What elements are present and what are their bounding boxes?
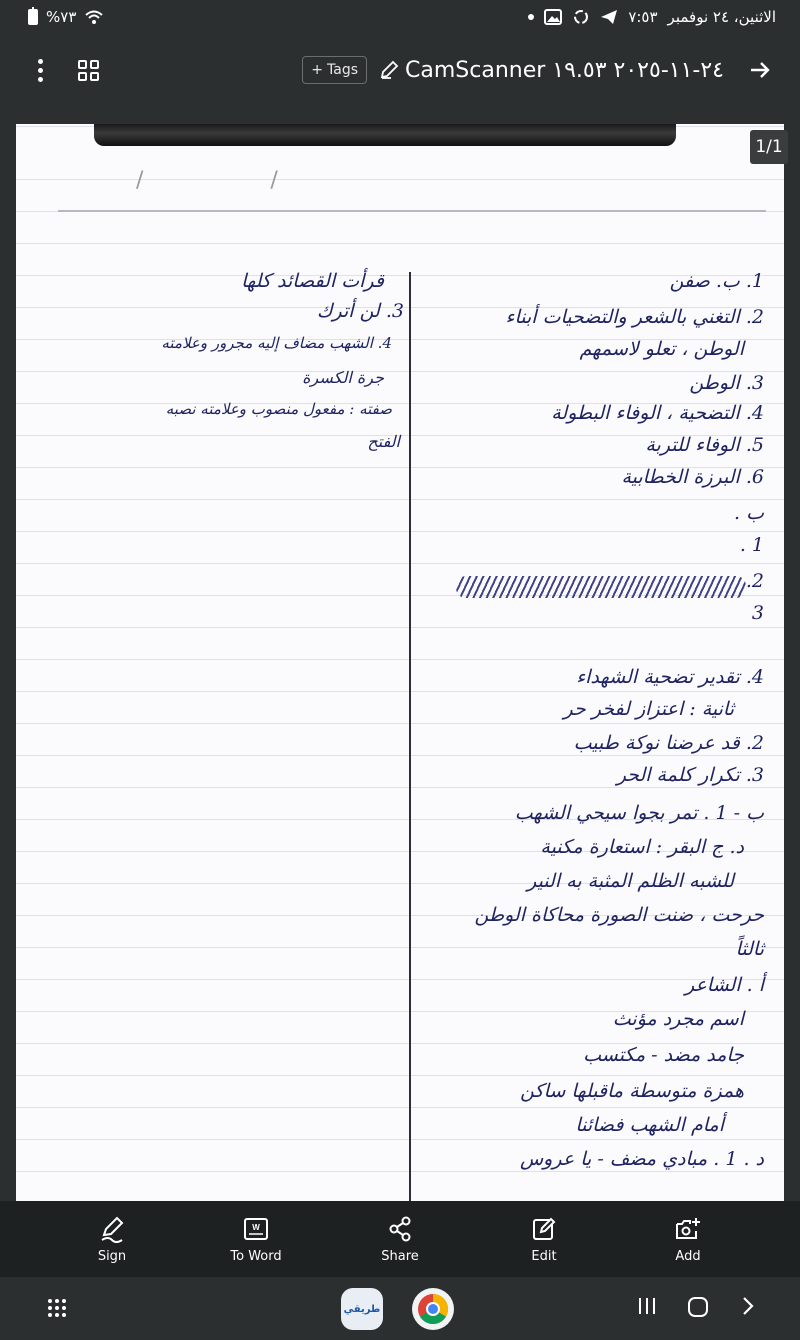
edit-button[interactable] — [499, 1215, 589, 1264]
hw-right-4: 3. الوطن — [689, 372, 764, 394]
hw-right-17: د. ج البقر : استعارة مكنية — [540, 836, 744, 858]
hw-right-26: د . 1 . مبادي مضف - يا عروس — [519, 1148, 764, 1170]
date-slashes: / / — [136, 168, 338, 193]
center-divider — [409, 272, 411, 1201]
status-date: الاثنين، ٢٤ نوفمبر — [667, 8, 776, 26]
status-bar — [0, 0, 800, 34]
top-rule — [58, 210, 766, 212]
tariqi-app-icon[interactable] — [341, 1288, 383, 1330]
app-header — [0, 34, 800, 106]
notification-dot-icon — [528, 14, 534, 20]
plus-icon: + — [311, 62, 323, 78]
home-icon[interactable] — [686, 1295, 710, 1325]
grid-view-icon — [78, 60, 99, 81]
doc-title[interactable] — [379, 58, 724, 83]
telegram-icon — [600, 9, 618, 25]
add-photo-icon — [674, 1215, 702, 1243]
tariqi-app-label: طريقي — [343, 1303, 381, 1315]
sync-icon — [572, 8, 590, 26]
share-label: Share — [381, 1248, 419, 1264]
system-nav-bar — [0, 1277, 800, 1340]
hw-right-6: 5. الوفاء للتربة — [645, 434, 764, 456]
doc-title-text: CamScanner ٢٤-١١-٢٠٢٥ ١٩.٥٣ — [405, 57, 724, 83]
hw-right-19: حرحت ، ضنت الصورة محاكاة الوطن — [474, 904, 764, 926]
hw-right-24: همزة متوسطة ماقبلها ساكن — [520, 1080, 744, 1102]
hw-left-4: جرة الكسرة — [302, 368, 384, 387]
hw-right-21: أ . الشاعر — [684, 974, 764, 996]
hw-right-16: ب - 1 . تمر بجوا سيحي الشهب — [514, 802, 764, 824]
battery-level: %٧٣ — [46, 8, 77, 26]
edit-icon — [530, 1215, 558, 1243]
add-button[interactable] — [643, 1215, 733, 1264]
to-word-icon — [242, 1215, 270, 1243]
hw-left-6: الفتح — [367, 432, 400, 451]
status-left — [28, 8, 104, 26]
hw-right-3: الوطن ، تعلو لاسمهم — [579, 338, 744, 360]
sign-button[interactable] — [67, 1215, 157, 1264]
hw-right-18: للشبه الظلم المثبة به النير — [527, 870, 734, 892]
bottom-toolbar — [0, 1201, 800, 1277]
tags-label: Tags — [327, 62, 358, 78]
hw-right-8: ب . — [734, 502, 764, 524]
hw-left-3: 4. الشهب مضاف إليه مجرور وعلامته — [161, 334, 392, 352]
document-view[interactable] — [0, 106, 800, 1201]
to-word-label: To Word — [230, 1248, 282, 1264]
hw-right-20: ثالثاً — [735, 938, 764, 960]
to-word-button[interactable] — [211, 1215, 301, 1264]
gallery-icon — [544, 9, 562, 25]
hw-right-12: 4. تقدير تضحية الشهداء — [576, 666, 764, 688]
arrow-right-icon[interactable] — [744, 54, 776, 86]
page-counter: 1/1 — [750, 130, 788, 164]
status-time: ٧:٥٣ — [628, 8, 658, 26]
share-icon — [386, 1215, 414, 1243]
hw-right-25: أمام الشهب فضائنا — [575, 1114, 724, 1136]
hw-right-15: 3. تكرار كلمة الحر — [616, 764, 764, 786]
scanned-page — [16, 124, 784, 1201]
status-right — [528, 8, 776, 26]
crossed-out-scribble — [456, 576, 746, 598]
svg-text:W: W — [252, 1222, 260, 1232]
app-drawer-icon[interactable] — [48, 1299, 66, 1317]
recent-apps-icon[interactable] — [636, 1295, 658, 1323]
tags-button[interactable] — [302, 56, 367, 84]
hw-right-1: 1. ب. صفن — [669, 270, 764, 292]
chrome-app-icon[interactable] — [412, 1288, 454, 1330]
grid-view-button[interactable] — [72, 54, 104, 86]
hw-left-5: صفته : مفعول منصوب وعلامته نصبه — [165, 400, 392, 418]
sign-label: Sign — [97, 1248, 127, 1264]
sign-icon — [98, 1215, 126, 1243]
hw-right-22: اسم مجرد مؤنث — [612, 1008, 744, 1030]
hw-right-11: 3 — [751, 602, 764, 624]
edit-label: Edit — [531, 1248, 557, 1264]
edit-pencil-icon — [379, 60, 399, 80]
hw-right-7: 6. البرزة الخطابية — [621, 466, 764, 488]
hw-right-5: 4. التضحية ، الوفاء البطولة — [551, 402, 764, 424]
hw-right-14: 2. قد عرضنا نوكة طبيب — [573, 732, 764, 754]
back-icon[interactable] — [738, 1295, 758, 1323]
hw-left-2: 3. لن أترك — [316, 300, 404, 322]
hw-right-23: جامد مضد - مكتسب — [583, 1044, 744, 1066]
wifi-icon — [84, 9, 104, 25]
hw-right-10: 2. — [745, 570, 764, 592]
pen-shadow — [94, 124, 676, 146]
share-button[interactable] — [355, 1215, 445, 1264]
hw-left-1: قرأت القصائد كلها — [241, 270, 384, 292]
hw-right-9: 1 . — [739, 534, 764, 556]
add-label: Add — [675, 1248, 701, 1264]
hw-right-13: ثانية : اعتزاز لفخر حر — [563, 698, 734, 720]
hw-right-2: 2. التغني بالشعر والتضحيات أبناء — [505, 306, 764, 328]
more-vertical-icon[interactable] — [24, 54, 56, 86]
battery-icon — [28, 9, 38, 25]
